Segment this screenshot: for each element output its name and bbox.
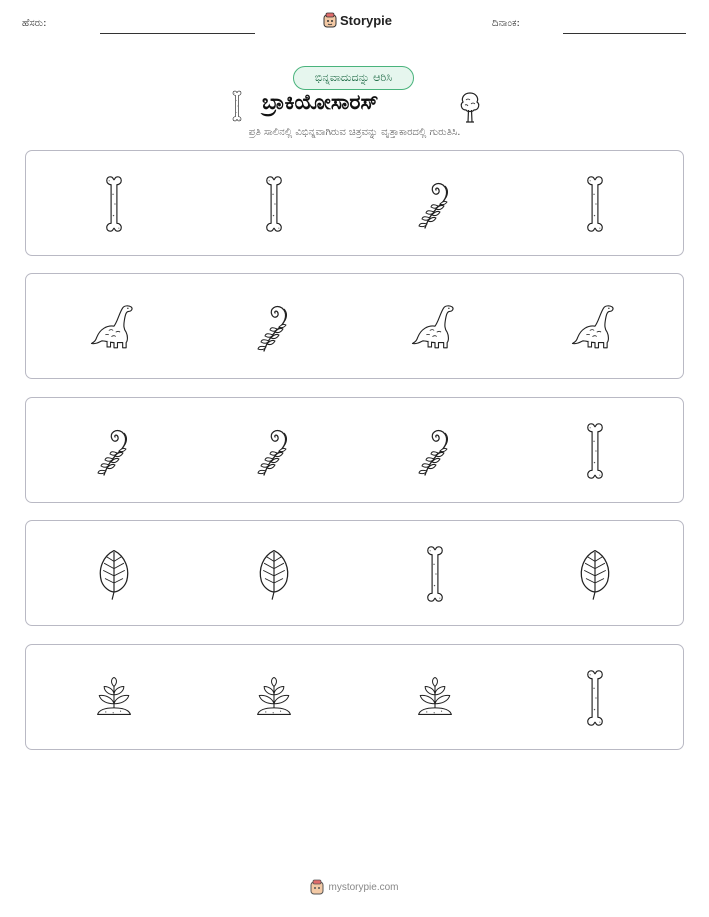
bone-icon [263, 175, 285, 233]
plant-icon [251, 676, 297, 720]
fern-picture[interactable] [244, 294, 304, 360]
date-line [563, 33, 686, 34]
bone-picture[interactable] [565, 418, 625, 484]
name-line [100, 33, 255, 34]
bone-picture[interactable] [405, 541, 465, 607]
name-label: ಹೆಸರು: [22, 18, 47, 29]
worksheet-row [25, 397, 684, 503]
bone-icon [103, 175, 125, 233]
fern-picture[interactable] [405, 171, 465, 237]
bone-icon [584, 669, 606, 727]
plant-icon [91, 676, 137, 720]
instruction-text: ಪ್ರತಿ ಸಾಲಿನಲ್ಲಿ ವಿಭಿನ್ನವಾಗಿರುವ ಚಿತ್ರವನ್ನು ವೃತ್ತಾಕಾರದಲ್ಲಿ ಗುರುತಿಸಿ. [248, 127, 461, 138]
worksheet-row [25, 150, 684, 256]
bone-icon [584, 175, 606, 233]
bone-picture[interactable] [565, 171, 625, 237]
title-row [0, 88, 709, 124]
footer-url: mystorypie.com [328, 881, 399, 893]
leaf-icon [254, 547, 294, 601]
storypie-logo-icon [323, 12, 337, 28]
plant-picture[interactable] [405, 665, 465, 731]
storypie-footer-logo-icon [310, 879, 324, 895]
bone-picture[interactable] [84, 171, 144, 237]
fern-picture[interactable] [405, 418, 465, 484]
fern-picture[interactable] [84, 418, 144, 484]
footer [0, 879, 709, 895]
dinosaur-icon [88, 302, 140, 352]
leaf-picture[interactable] [244, 541, 304, 607]
worksheet-title: ಬ್ರಾಕಿಯೋಸಾರಸ್ [262, 90, 379, 114]
dinosaur-picture[interactable] [405, 294, 465, 360]
fern-icon [94, 423, 134, 479]
dinosaur-picture[interactable] [84, 294, 144, 360]
bone-icon [584, 422, 606, 480]
leaf-picture[interactable] [84, 541, 144, 607]
fern-icon [415, 423, 455, 479]
bone-icon [230, 90, 244, 126]
activity-type-label: ಭಿನ್ನವಾದುದನ್ನು ಆರಿಸಿ [314, 71, 393, 84]
leaf-icon [575, 547, 615, 601]
fern-icon [415, 176, 455, 232]
plant-picture[interactable] [244, 665, 304, 731]
worksheet-row [25, 644, 684, 750]
worksheet-header [0, 0, 709, 40]
activity-type-pill [293, 66, 414, 90]
fern-picture[interactable] [244, 418, 304, 484]
fern-icon [254, 299, 294, 355]
brand [323, 12, 392, 28]
dinosaur-picture[interactable] [565, 294, 625, 360]
plant-picture[interactable] [84, 665, 144, 731]
worksheet-row [25, 520, 684, 626]
fern-icon [254, 423, 294, 479]
dinosaur-icon [409, 302, 461, 352]
bone-picture[interactable] [244, 171, 304, 237]
bone-picture[interactable] [565, 665, 625, 731]
worksheet-row [25, 273, 684, 379]
leaf-icon [94, 547, 134, 601]
brand-name: Storypie [340, 12, 393, 28]
tree-icon [458, 90, 482, 128]
bone-icon [424, 545, 446, 603]
date-label: ದಿನಾಂಕ: [492, 18, 520, 29]
plant-icon [412, 676, 458, 720]
leaf-picture[interactable] [565, 541, 625, 607]
dinosaur-icon [569, 302, 621, 352]
